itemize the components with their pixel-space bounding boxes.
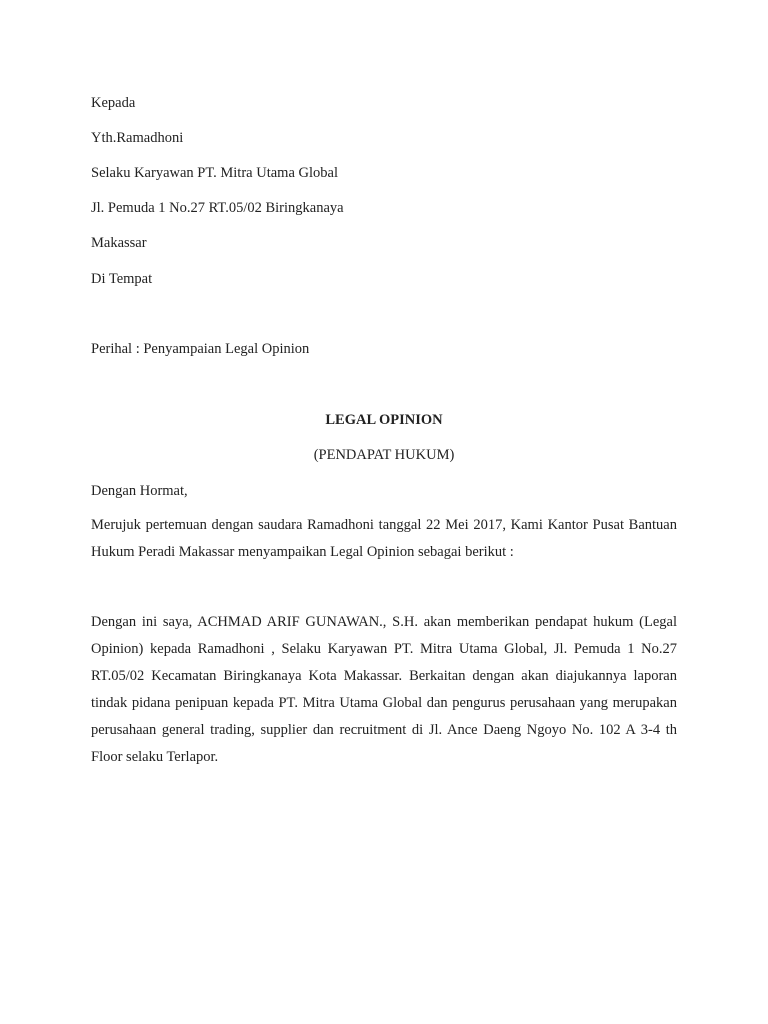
address-salutation: Kepada: [91, 95, 136, 111]
address-position: Selaku Karyawan PT. Mitra Utama Global: [91, 165, 338, 181]
address-place: Di Tempat: [91, 271, 153, 287]
paragraph-intro: Merujuk pertemuan dengan saudara Ramadhoni tanggal 22 Mei 2017, Kami Kantor Pusat Bantuan Hukum Peradi Makassar menyampaikan Legal Opinion sebagai berikut :: [91, 517, 677, 560]
greeting: Dengan Hormat,: [91, 483, 188, 499]
address-recipient: Yth.Ramadhoni: [91, 130, 184, 146]
subject-line: Perihal : Penyampaian Legal Opinion: [91, 341, 310, 357]
address-city: Makassar: [91, 235, 147, 251]
address-street: Jl. Pemuda 1 No.27 RT.05/02 Biringkanaya: [91, 200, 344, 216]
document-title: LEGAL OPINION: [325, 412, 443, 428]
document-subtitle: (PENDAPAT HUKUM): [313, 447, 455, 463]
paragraph-opinion: Dengan ini saya, ACHMAD ARIF GUNAWAN., S.H. akan memberikan pendapat hukum (Legal Opinion) kepada Ramadhoni , Selaku Karyawan PT. Mitra Utama Global, Jl. Pemuda 1 No.27 RT.05/02 Kecamatan Biringkanaya Kota Makassar. Berkaitan dengan akan diajukannya laporan tindak pidana penipuan kepada PT. Mitra Utama Global dan pengurus perusahaan yang merupakan perusahaan general trading, supplier dan recruitment di Jl. Ance Daeng Ngoyo No. 102 A 3-4 th Floor selaku Terlapor.: [91, 614, 677, 765]
